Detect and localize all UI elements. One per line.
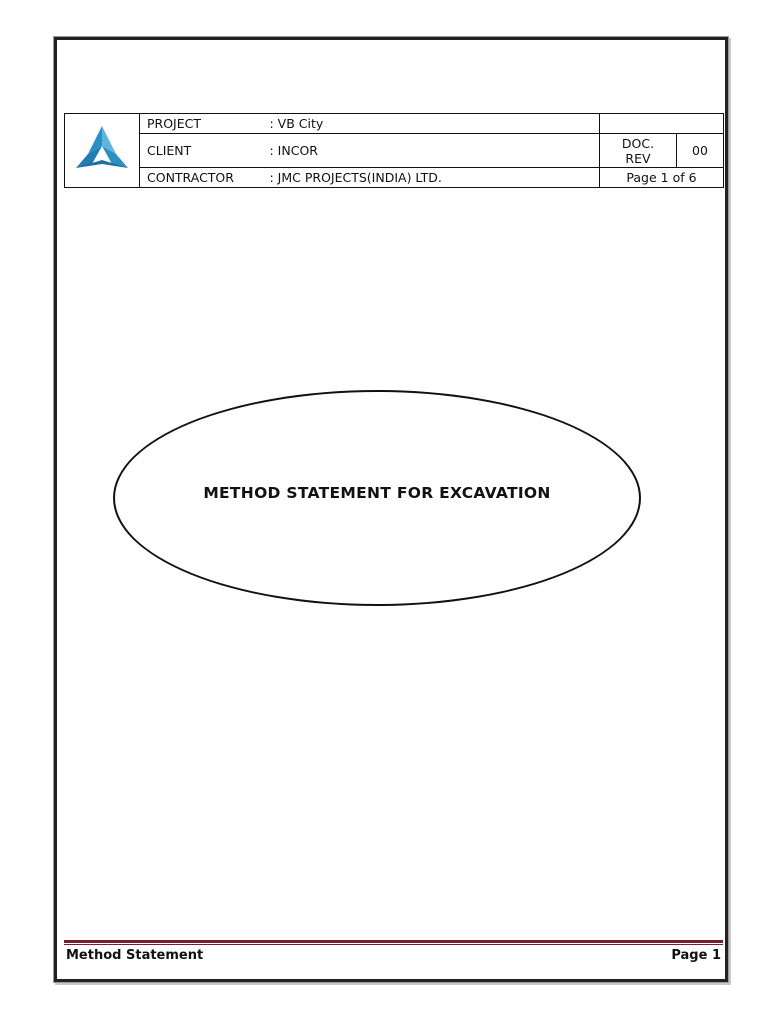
rev-number: 00 — [677, 134, 724, 168]
footer-page-number: Page 1 — [671, 948, 721, 963]
rev-label: REV — [625, 150, 651, 166]
contractor-value: : JMC PROJECTS(INDIA) LTD. — [268, 168, 600, 188]
document-header-table — [64, 113, 724, 188]
doc-label: DOC. — [621, 135, 655, 151]
client-value: : INCOR — [268, 134, 600, 168]
project-value: : VB City — [268, 114, 600, 134]
footer-doc-name: Method Statement — [66, 948, 204, 963]
logo-cell — [65, 114, 140, 188]
footer-rule — [64, 940, 723, 943]
page-info: Page 1 of 6 — [600, 168, 724, 188]
blank-cell — [600, 114, 724, 134]
document-title: METHOD STATEMENT FOR EXCAVATION — [203, 484, 551, 502]
project-label: PROJECT — [140, 114, 268, 134]
footer-rule-thin — [64, 944, 723, 945]
doc-rev-label — [600, 134, 677, 168]
company-logo-icon — [74, 124, 130, 174]
client-label: CLIENT — [140, 134, 268, 168]
contractor-label: CONTRACTOR — [140, 168, 268, 188]
